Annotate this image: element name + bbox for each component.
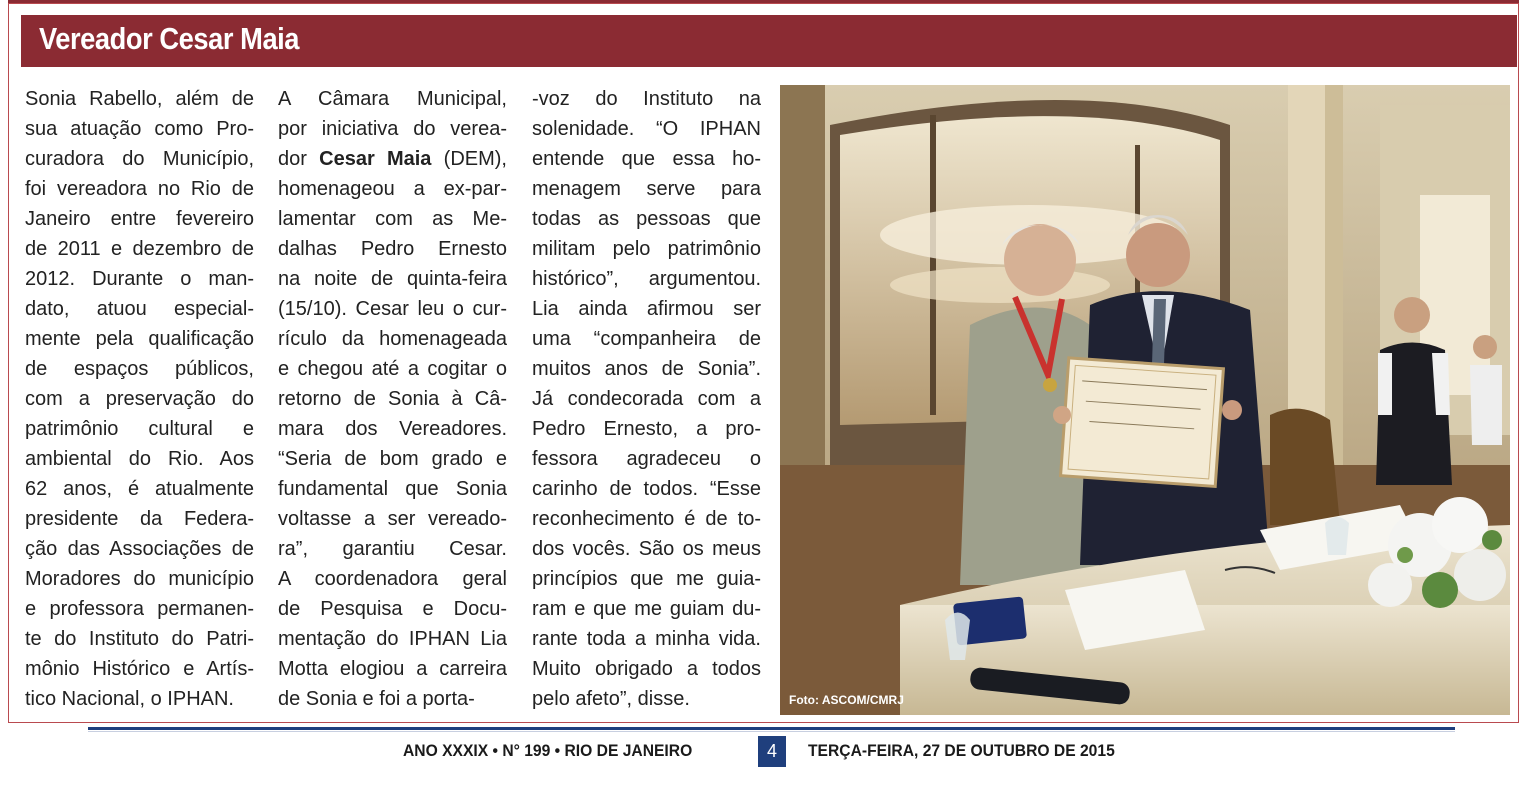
article-line: dor Cesar Maia (DEM), <box>278 148 507 170</box>
article-line: todas as pessoas que <box>532 208 761 230</box>
article-line: rículo da homenageada <box>278 328 507 350</box>
article-line: de Sonia e foi a porta- <box>278 688 475 710</box>
article-line: Sonia Rabello, além de <box>25 88 254 110</box>
article-line: mara dos Vereadores. <box>278 418 507 440</box>
article-line: ra”, garantiu Cesar. <box>278 538 507 560</box>
article-line: presidente da Federa- <box>25 508 254 530</box>
article-line: patrimônio cultural e <box>25 418 254 440</box>
article-line: -voz do Instituto na <box>532 88 761 110</box>
article-line: de 2011 e dezembro de <box>25 238 254 260</box>
article-line: “Seria de bom grado e <box>278 448 507 470</box>
article-line: uma “companheira de <box>532 328 761 350</box>
article-line: solenidade. “O IPHAN <box>532 118 761 140</box>
article-line: dos vocês. São os meus <box>532 538 761 560</box>
article-line: na noite de quinta-feira <box>278 268 507 290</box>
article-line: Já condecorada com a <box>532 388 761 410</box>
article-line: Lia ainda afirmou ser <box>532 298 761 320</box>
page-number: 4 <box>758 736 786 767</box>
article-line: menagem serve para <box>532 178 761 200</box>
article-line: por iniciativa do verea- <box>278 118 507 140</box>
article-line: dalhas Pedro Ernesto <box>278 238 507 260</box>
article-line: A Câmara Municipal, <box>278 88 507 110</box>
article-line: reconhecimento é de to- <box>532 508 761 530</box>
article-line: (15/10). Cesar leu o cur- <box>278 298 507 320</box>
footer-rule-thin <box>88 731 1455 732</box>
article-line: com a preservação do <box>25 388 254 410</box>
article-line: lamentar com as Me- <box>278 208 507 230</box>
footer-rule <box>88 727 1455 730</box>
text-column-3 <box>532 84 761 714</box>
footer-issue: ANO XXXIX • N° 199 • RIO DE JANEIRO <box>403 741 693 760</box>
article-line: e chegou até a cogitar o <box>278 358 507 380</box>
article-line: princípios que me guia- <box>532 568 761 590</box>
article-line: de espaços públicos, <box>25 358 254 380</box>
article-line: mentação do IPHAN Lia <box>278 628 507 650</box>
article-line: te do Instituto do Patri- <box>25 628 254 650</box>
footer-date: TERÇA-FEIRA, 27 DE OUTUBRO DE 2015 <box>808 741 1115 760</box>
article-line: Pedro Ernesto, a pro- <box>532 418 761 440</box>
article-line: ambiental do Rio. Aos <box>25 448 254 470</box>
article-line: Muito obrigado a todos <box>532 658 761 680</box>
article-line: entende que essa ho- <box>532 148 761 170</box>
article-line: retorno de Sonia à Câ- <box>278 388 507 410</box>
article-line: Motta elogiou a carreira <box>278 658 507 680</box>
article-line: fundamental que Sonia <box>278 478 507 500</box>
article-line: curadora do Município, <box>25 148 254 170</box>
article-line: pelo afeto”, disse. <box>532 688 690 710</box>
article-line: 2012. Durante o man- <box>25 268 254 290</box>
article-line: Janeiro entre fevereiro <box>25 208 254 230</box>
article-line: mente pela qualificação <box>25 328 254 350</box>
article-line: sua atuação como Pro- <box>25 118 254 140</box>
article-line: ção das Associações de <box>25 538 254 560</box>
article-line: tico Nacional, o IPHAN. <box>25 688 234 710</box>
article-line: militam pelo patrimônio <box>532 238 761 260</box>
page-footer <box>0 741 1527 765</box>
ceremony-photo <box>780 85 1510 715</box>
section-title: Vereador Cesar Maia <box>39 21 300 56</box>
text-column-2 <box>278 84 507 714</box>
article-line: homenageou a ex-par- <box>278 178 507 200</box>
section-banner <box>21 15 1517 67</box>
article-line: mônio Histórico e Artís- <box>25 658 254 680</box>
article-line: foi vereadora no Rio de <box>25 178 254 200</box>
photo-credit: Foto: ASCOM/CMRJ <box>789 693 904 707</box>
text-column-1 <box>25 84 254 714</box>
article-line: carinho de todos. “Esse <box>532 478 761 500</box>
article-line: 62 anos, é atualmente <box>25 478 254 500</box>
article-line: A coordenadora geral <box>278 568 507 590</box>
article-line: ram e que me guiam du- <box>532 598 761 620</box>
bold-name: Cesar Maia <box>319 148 432 170</box>
article-line: e professora permanen- <box>25 598 254 620</box>
article-line: voltasse a ser vereado- <box>278 508 507 530</box>
article-line: de Pesquisa e Docu- <box>278 598 507 620</box>
article-line: Moradores do município <box>25 568 254 590</box>
ceremony-photo-illustration <box>780 85 1510 715</box>
article-line: muitos anos de Sonia”. <box>532 358 761 380</box>
article-line: fessora agradeceu o <box>532 448 761 470</box>
article-line: dato, atuou especial- <box>25 298 254 320</box>
article-line: histórico”, argumentou. <box>532 268 761 290</box>
article-line: rante toda a minha vida. <box>532 628 761 650</box>
